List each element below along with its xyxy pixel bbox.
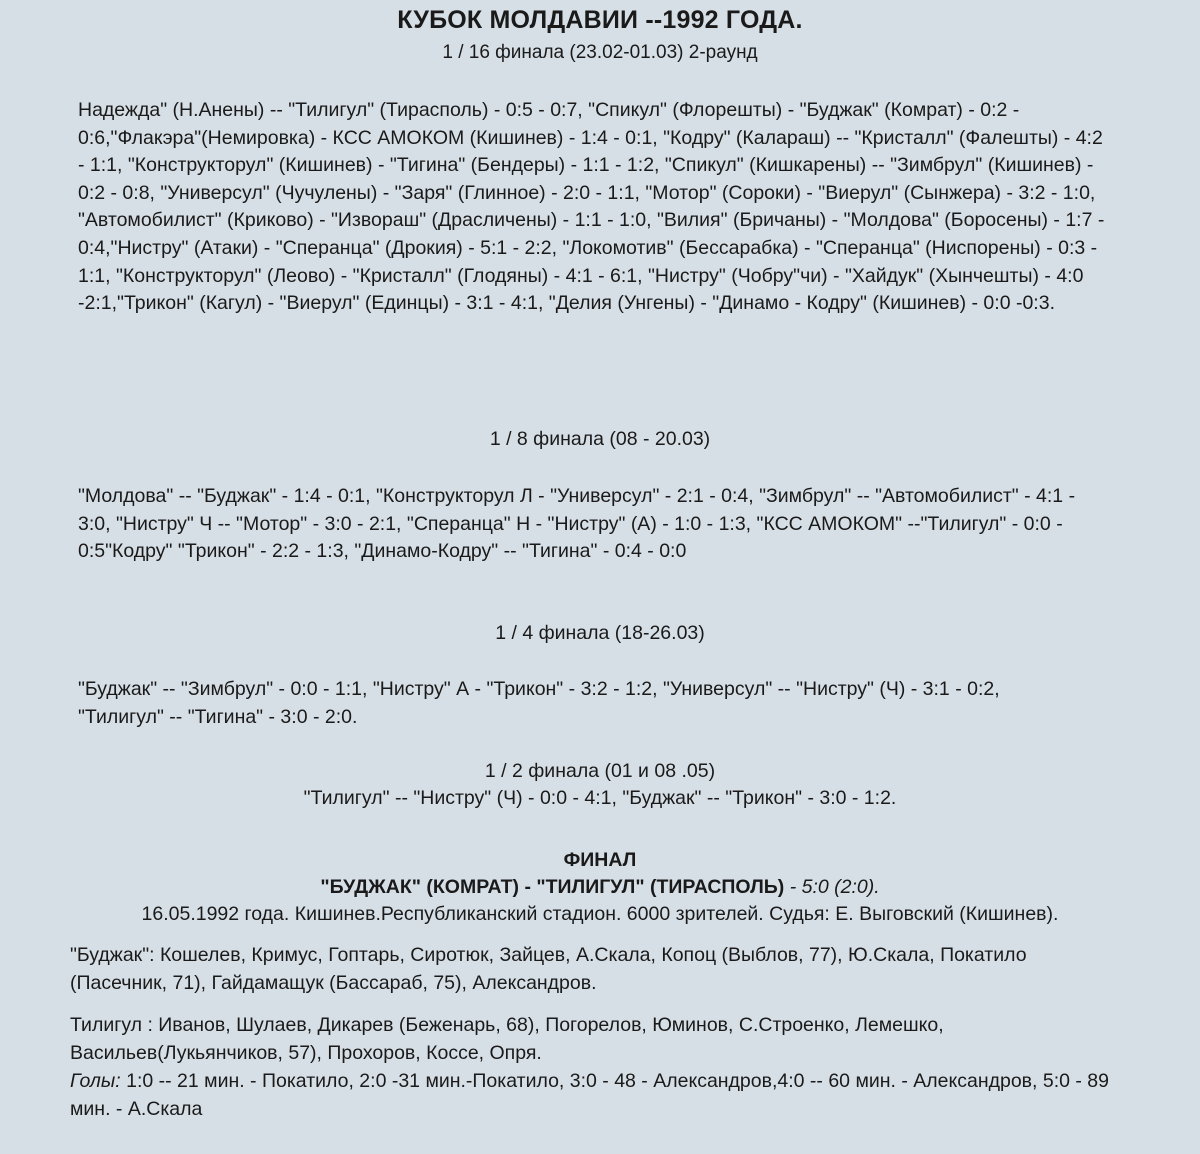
round-4-heading: 1 / 4 финала (18-26.03) (495, 622, 705, 644)
final-details: 16.05.1992 года. Кишинев.Республиканский стадион. 6000 зрителей. Судья: Е. Выговский (Кишинев). (141, 903, 1059, 925)
round-8-results: "Молдова" -- "Буджак" - 1:4 - 0:1, "Конструкторул Л - "Универсул" - 2:1 - 0:4, "Зимбрул" -- "Автомобилист" - 4:1 - 3:0, "Нистру" Ч -- "Мотор" - 3:0 - 2:1, "Сперанца" Н - "Нистру" (А) - 1:0 - 1:3, "КСС АМОКОМ" --"Тилигул" - 0:0 - 0:5"Кодру" "Трикон" - 2:2 - 1:3, "Динамо-Кодру" -- "Тигина" - 0:4 - 0:0 (78, 485, 1076, 563)
final-heading: ФИНАЛ (563, 849, 637, 871)
round-2-heading: 1 / 2 финала (01 и 08 .05) (484, 760, 716, 782)
final-match-line (0, 876, 1200, 899)
tiligul-lineup: Тилигул : Иванов, Шулаев, Дикарев (Беженарь, 68), Погорелов, Юминов, С.Строенко, Лемешко, Васильев(Лукьянчиков, 57), Прохоров, Коссе, Опря. (70, 1014, 944, 1064)
round-2-results: "Тилигул" -- "Нистру" (Ч) - 0:0 - 4:1, "Буджак" -- "Трикон" - 3:0 - 1:2. (303, 787, 897, 809)
goals-text: 1:0 -- 21 мин. - Покатило, 2:0 -31 мин.-Покатило, 3:0 - 48 - Александров,4:0 -- 60 мин. - Александров, 5:0 - 89 мин. - А.Скала (70, 1070, 1109, 1120)
final-match: "БУДЖАК" (КОМРАТ) - "ТИЛИГУЛ" (ТИРАСПОЛЬ) (320, 876, 785, 898)
round-8-heading: 1 / 8 финала (08 - 20.03) (489, 428, 711, 450)
budzhak-lineup: "Буджак": Кошелев, Кримус, Гоптарь, Сиротюк, Зайцев, А.Скала, Копоц (Выблов, 77), Ю.Скала, Покатило (Пасечник, 71), Гайдамащук (Бассараб, 75), Александров. (70, 944, 1027, 994)
goals-paragraph (70, 1068, 1130, 1123)
goals-label: Голы: (70, 1070, 121, 1092)
page-title: КУБОК МОЛДАВИИ --1992 ГОДА. (397, 6, 803, 34)
round-16-results: Надежда" (Н.Анены) -- "Тилигул" (Тирасполь) - 0:5 - 0:7, "Спикул" (Флорешты) - "Буджак" (Комрат) - 0:2 - 0:6,"Флакэра"(Немировка) - КСС АМОКОМ (Кишинев) - 1:4 - 0:1, "Кодру" (Калараш) -- "Кристалл" (Фалешты) - 4:2 - 1:1, "Конструкторул" (Кишинев) - "Тигина" (Бендеры) - 1:1 - 1:2, "Спикул" (Кишкарены) -- "Зимбрул" (Кишинев) - 0:2 - 0:8, "Универсул" (Чучулены) - "Заря" (Глинное) - 2:0 - 1:1, "Мотор" (Сороки) - "Виерул" (Сынжера) - 3:2 - 1:0, "Автомобилист" (Криково) - "Извораш" (Драсличены) - 1:1 - 1:0, "Вилия" (Бричаны) - "Молдова" (Боросены) - 1:7 - 0:4,"Нистру" (Атаки) - "Сперанца" (Дрокия) - 5:1 - 2:2, "Локомотив" (Бессарабка) - "Сперанца" (Ниспорены) - 0:3 - 1:1, "Конструкторул" (Леово) - "Кристалл" (Глодяны) - 4:1 - 6:1, "Нистру" (Чобру"чи) - "Хайдук" (Хынчешты) - 4:0 -2:1,"Трикон" (Кагул) - "Виерул" (Единцы) - 3:1 - 4:1, "Делия (Унгены) - "Динамо - Кодру" (Кишинев) - 0:0 -0:3. (78, 99, 1105, 315)
round-16-heading: 1 / 16 финала (23.02-01.03) 2-раунд (442, 42, 758, 63)
final-score: - 5:0 (2:0). (789, 876, 880, 898)
round-4-results: "Буджак" -- "Зимбрул" - 0:0 - 1:1, "Нистру" А - "Трикон" - 3:2 - 1:2, "Универсул" -- "Нистру" (Ч) - 3:1 - 0:2, "Тилигул" -- "Тигина" - 3:0 - 2:0. (78, 678, 1000, 728)
